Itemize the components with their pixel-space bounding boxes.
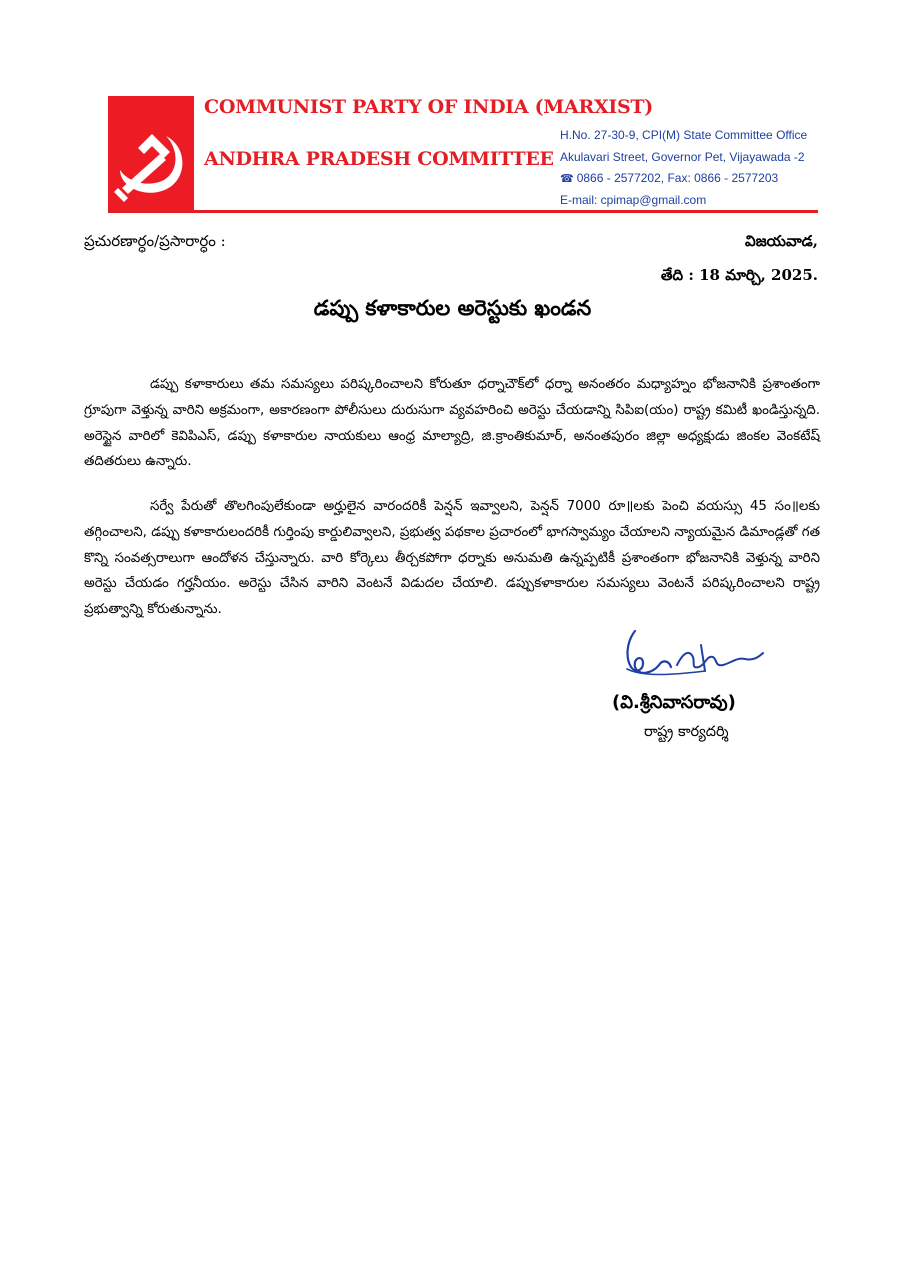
email-line: E-mail: cpimap@gmail.com <box>560 193 707 207</box>
letterhead <box>108 96 818 212</box>
handwritten-signature <box>613 627 773 691</box>
org-name: COMMUNIST PARTY OF INDIA (MARXIST) <box>204 96 653 118</box>
address-line-1: H.No. 27-30-9, CPI(M) State Committee Office <box>560 128 808 142</box>
letterhead-divider <box>108 210 818 213</box>
phone-line <box>560 171 778 185</box>
signer-name: (వి.శ్రీనివాసరావు) <box>612 692 736 713</box>
committee-name: ANDHRA PRADESH COMMITTEE <box>204 148 554 170</box>
telephone-icon: ☎ <box>560 173 574 185</box>
date: తేది : 18 మార్చి, 2025. <box>660 266 818 284</box>
signer-title: రాష్ట్ర కార్యదర్శి <box>644 724 729 740</box>
release-label: ప్రచురణార్ధం/ప్రసారార్ధం : <box>84 232 226 250</box>
place: విజయవాడ, <box>745 232 818 250</box>
address-line-2: Akulavari Street, Governor Pet, Vijayawada -2 <box>560 150 805 164</box>
page-title: డప్పు కళాకారుల అరెస్టుకు ఖండన <box>313 296 592 320</box>
party-logo <box>108 96 194 212</box>
hammer-sickle-icon <box>108 96 194 212</box>
phone-text: 0866 - 2577202, Fax: 0866 - 2577203 <box>576 171 779 185</box>
body-paragraph-1: డప్పు కళాకారులు తమ సమస్యలు పరిష్కరించాలని కోరుతూ ధర్నాచౌక్‌లో ధర్నా అనంతరం మధ్యాహ్నం భోజనానికి ప్రశాంతంగా గ్రూపుగా వెళ్తున్న వారిని అక్రమంగా, అకారణంగా పోలీసులు దురుసుగా వ్యవహరించి అరెస్టు చేయడాన్ని సిపిఐ(యం) రాష్ట్ర కమిటీ ఖండిస్తున్నది. అరెస్టైన వారిలో కెవిపిఎస్, డప్పు కళాకారుల నాయకులు ఆంధ్ర మాల్యాద్రి, జి.క్రాంతికుమార్, అనంతపురం జిల్లా అధ్యక్షుడు జింకల వెంకటేష్ తదితరులు ఉన్నారు. <box>84 377 820 470</box>
body-paragraph-2: సర్వే పేరుతో తొలగింపులేకుండా అర్హులైన వారందరికీ పెన్షన్ ఇవ్వాలని, పెన్షన్ 7000 రూ॥లకు పెంచి వయస్సు 45 సం॥లకు తగ్గించాలని, డప్పు కళాకారులందరికీ గుర్తింపు కార్డులివ్వాలని, ప్రభుత్వ పథకాల ప్రచారంలో భాగస్వామ్యం చేయాలని న్యాయమైన డిమాండ్లతో గత కొన్ని సంవత్సరాలుగా ఆందోళన చేస్తున్నారు. వారి కోర్కెలు తీర్చకపోగా ధర్నాకు అనుమతి ఉన్నప్పటికీ ప్రశాంతంగా భోజనానికి వెళ్తున్న వారిని అరెస్టు చేయడం గర్హనీయం. అరెస్టు చేసిన వారిని వెంటనే విడుదల చేయాలి. డప్పుకళాకారుల సమస్యలు వెంటనే పరిష్కరించాలని రాష్ట్ర ప్రభుత్వాన్ని కోరుతున్నాను. <box>84 499 820 618</box>
